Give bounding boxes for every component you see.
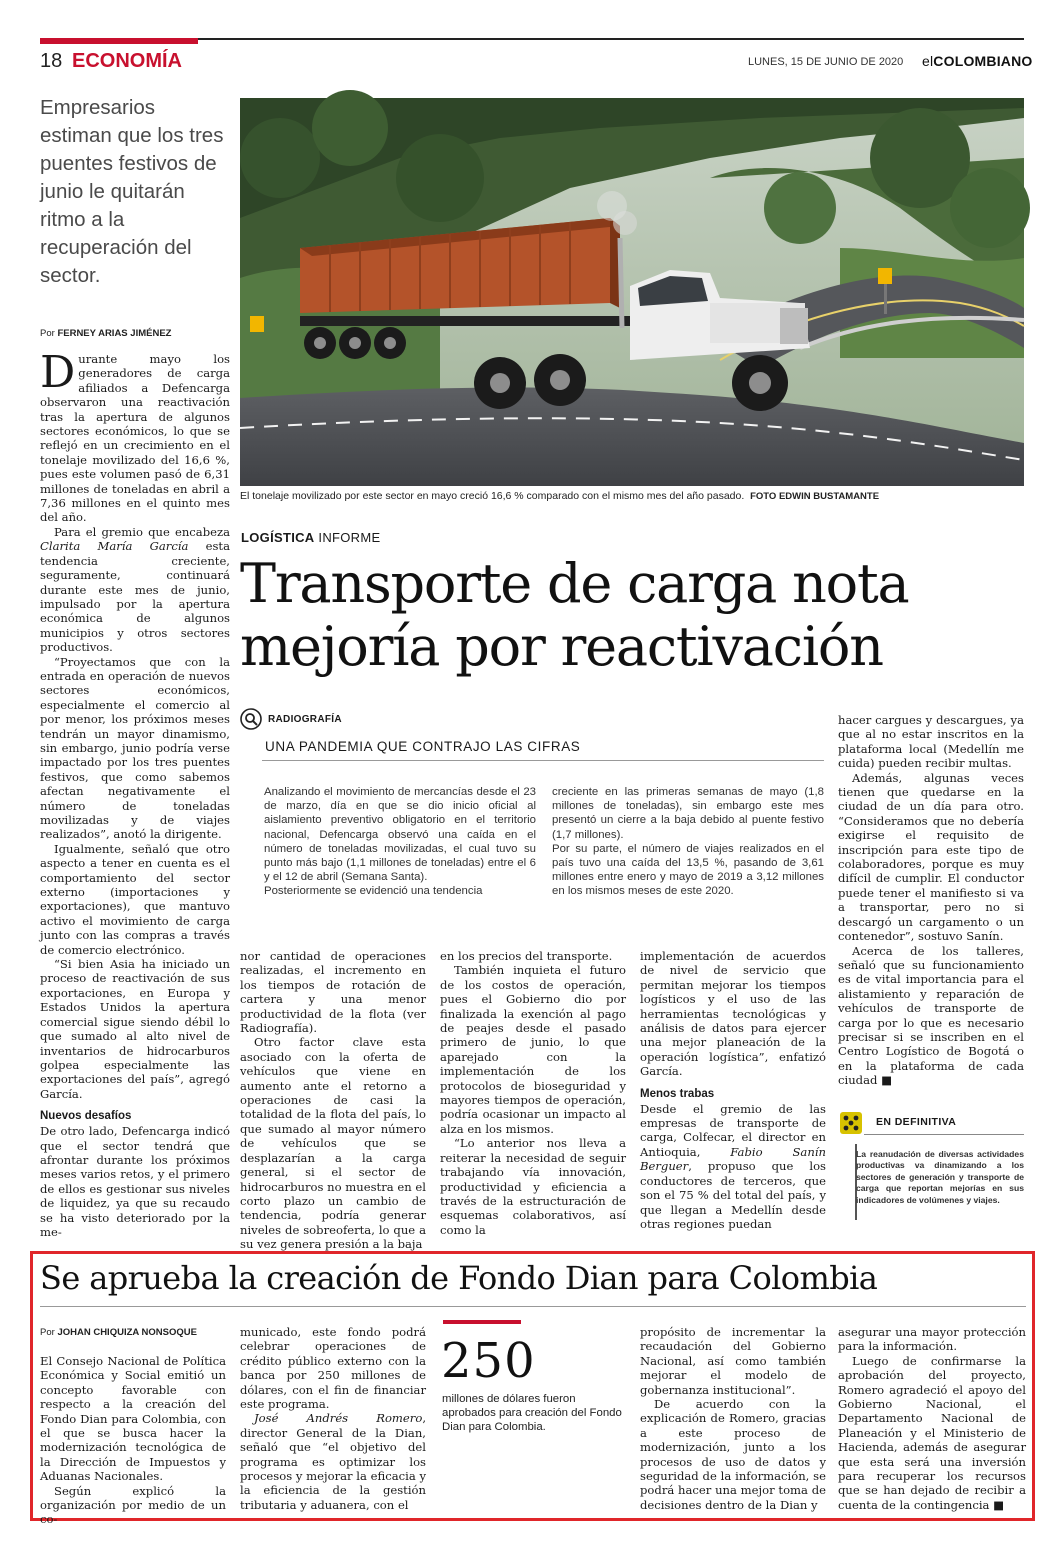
paragraph: Además, algunas veces tienen que quedarse en la ciudad de un día para otro. “Consideramos que no debería exigirse el requisito de inscripción para este tipo de colaboradores, porque es muy difícil de cumplir. El conductor puede tener el manifiesto si va a transportar, pero no si descargó un cargamento o un contenedor”, sostuvo Sanín.: [838, 770, 1024, 944]
kicker-type: INFORME: [318, 530, 381, 545]
truck-photo: [240, 98, 1024, 486]
newspaper-logo: [922, 53, 1033, 69]
end-mark: ■: [993, 1497, 1005, 1512]
subheading: Nuevos desafíos: [40, 1110, 132, 1123]
paragraph: “Proyectamos que con la entrada en operación de nuevos sectores económicos, especialmente el comercio al por menor, los próximos meses tendrán un mayor dinamismo, sin embargo, junio podría verse impactado por los tres puentes festivos, que como sabemos afectan negativamente el número de toneladas movilizadas y de viajes realizados”, anotó la dirigente.: [40, 654, 230, 842]
paragraph: [838, 1354, 1026, 1512]
radiografia-title: UNA PANDEMIA QUE CONTRAJO LAS CIFRAS: [265, 739, 581, 754]
radiografia-column-2: [552, 785, 824, 899]
paragraph: municado, este fondo podrá celebrar operaciones de crédito público externo con la banca por 250 millones de dólares, con el fin de financiar este programa.: [240, 1325, 426, 1412]
paragraph: [640, 1102, 826, 1232]
fondo-headline: Se aprueba la creación de Fondo Dian para Colombia: [40, 1259, 878, 1297]
definitiva-label: EN DEFINITIVA: [876, 1116, 957, 1128]
lead-summary: Empresarios estiman que los tres puentes festivos de junio le quitarán ritmo a la recuperación del sector.: [40, 96, 224, 287]
paragraph: implementación de acuerdos de nivel de servicio que permitan mejorar los tiempos logísticos y el uso de las herramientas tecnológicas y análisis de datos para ejercer una mejor planeación de la operación logística”, enfatizó García.: [640, 949, 826, 1079]
paragraph: Igualmente, señaló que otro aspecto a tener en cuenta es el comportamiento del sector externo (importaciones y exportaciones), que mantuvo activo el movimiento de carga junto con las compras a través de comercio electrónico.: [40, 841, 230, 957]
paragraph: Analizando el movimiento de mercancías desde el 23 de marzo, día en que se dio inicio oficial al aislamiento preventivo obligatorio en el territorio nacional, Defencarga observó una caída en el número de toneladas movilizadas, el cual tuvo su punto más bajo (1,1 millones de toneladas) entre el 6 y el 12 de abril (Semana Santa).: [264, 786, 536, 884]
radiografia-label: RADIOGRAFÍA: [268, 714, 342, 725]
truck-illustration: [240, 98, 1024, 486]
article-kicker: [241, 530, 380, 545]
paragraph: [40, 347, 230, 525]
kicker-section: LOGÍSTICA: [241, 530, 315, 545]
paragraph: De acuerdo con la explicación de Romero, gracias a este proceso de modernización, junto a los procesos de uso de datos y seguridad de la información, se podrá hacer una mejor toma de decisiones dentro de la Dian y: [640, 1397, 826, 1512]
paragraph-text: esta tendencia creciente, seguramente, continuará durante este mes de junio, impulsado por la apertura económica de algunos municipios y otros sectores productivos.: [40, 539, 230, 655]
paragraph: Posteriormente se evidenció una tendencia: [264, 885, 483, 898]
paragraph-text: Desde el gremio de las empresas de transporte de carga, Colfecar, el director en Antioquia,: [640, 1101, 826, 1159]
byline-author: JOHAN CHIQUIZA NONSOQUE: [57, 1327, 197, 1338]
logo-prefix: el: [922, 53, 934, 69]
fondo-column-1: [40, 1354, 226, 1527]
subheading: Menos trabas: [640, 1087, 715, 1100]
paragraph: hacer cargues y descargues, ya que al no estar inscritos en la plataforma local (Medellín me cuida) pueden recibir multas.: [838, 713, 1024, 771]
section-name: ECONOMÍA: [72, 50, 182, 72]
paragraph: De otro lado, Defencarga indicó que el sector tendrá que afrontar durante los próximos meses varios retos, y el primero de ellos es gestionar sus niveles de liquidez, ya que su recaudo se ha visto deteriorado por la me-: [40, 1124, 230, 1239]
article-headline: Transporte de carga nota mejoría por reactivación: [240, 552, 909, 678]
byline-prefix: Por: [40, 1327, 55, 1338]
photo-caption: [240, 490, 1030, 502]
section-accent-bar: [40, 38, 198, 44]
paragraph-text: Luego de confirmarse la aprobación del proyecto, Romero agradeció el apoyo del Gobierno Nacional, el Departamento Nacional de Planeación y el Ministerio de Hacienda, además de asegurar que esta será una inversión para recuperar los recursos que se han dejado de recibir a cuenta de la contingencia: [838, 1353, 1026, 1512]
paragraph: Según explicó la organización por medio de un co-: [40, 1483, 226, 1527]
end-mark: ■: [881, 1073, 893, 1088]
photo-credit: FOTO EDWIN BUSTAMANTE: [750, 491, 880, 502]
byline-author: FERNEY ARIAS JIMÉNEZ: [57, 328, 172, 339]
paragraph: [240, 1411, 426, 1512]
person-name: Fabio Sanín Berguer: [640, 1144, 826, 1174]
paragraph: “Lo anterior nos lleva a reiterar la necesidad de seguir trabajando vía innovación, productividad y eficiencia a través de la estructuración de esquemas colaborativos, así como la: [440, 1136, 626, 1237]
stat-accent-bar: [443, 1320, 521, 1324]
paragraph: [838, 944, 1024, 1088]
paragraph-text: Acerca de los talleres, señaló que su funcionamiento es de vital importancia para el alistamiento y reparación de vehículos de transporte de carga por lo que es necesario precisar si se inscriben en el Centro Logístico de Bogotá o en la plataforma de cada ciudad: [838, 943, 1024, 1088]
fondo-byline: [40, 1327, 197, 1338]
paragraph-text: urante mayo los generadores de carga afiliados a Defencarga observaron una reactivación tras la apertura de algunos sectores económicos, lo que se reflejó en un crecimiento en el tonelaje movilizado del 16,6 %, pues este volumen pasó de 6,31 millones de toneladas en abril a 7,36 millones en el quinto mes del año.: [40, 352, 230, 525]
paragraph: nor cantidad de operaciones realizadas, el incremento en los tiempos de rotación de cartera y una menor productividad de la flota (ver Radiografía).: [240, 949, 426, 1036]
fondo-column-5: [838, 1325, 1026, 1517]
paragraph: “Si bien Asia ha iniciado un proceso de reactivación de sus exportaciones, en Europa y Estados Unidos la apertura comercial sigue siendo débil lo que sumado al alto nivel de inventarios de hidrocarburos golpea especialmente las exportaciones del país”, agregó García.: [40, 957, 230, 1101]
fondo-rule: [40, 1306, 1026, 1307]
radiografia-rule: [262, 760, 824, 761]
definitiva-icon: [840, 1112, 862, 1134]
caption-text: El tonelaje movilizado por este sector en mayo creció 16,6 % comparado con el mismo mes del año pasado.: [240, 490, 745, 502]
page-number: 18: [40, 50, 63, 72]
paragraph: Por su parte, el número de viajes realizados en el país tuvo una caída del 13,5 %, pasando de 3,61 millones entre enero y mayo de 2019 a 3,12 millones en los mismos meses de este 2020.: [552, 842, 824, 898]
radiografia-column-1: [264, 785, 536, 899]
article-column-3: [440, 949, 626, 1237]
logo-name: COLOMBIANO: [933, 53, 1033, 69]
article-column-2: [240, 949, 426, 1252]
person-name: Clarita María García: [40, 539, 189, 554]
paragraph-text: , director General de la Dian, señaló que “el objetivo del programa es optimizar los procesos y mejorar la eficacia y la eficiencia de la gestión tributaria y aduanera, con el: [240, 1411, 426, 1512]
paragraph: creciente en las primeras semanas de mayo (1,8 millones de toneladas), sin embargo este mes presentó un cierre a la baja debido al puente festivo (1,7 millones).: [552, 786, 824, 841]
article-column-1: [40, 347, 230, 1239]
magnifier-icon: [240, 708, 262, 730]
paragraph: en los precios del transporte.: [440, 949, 613, 963]
paragraph-text: , propuso que los conductores de terceros, que son el 75 % del total del país, y que llegan a Medellín desde otras regiones puedan: [640, 1159, 826, 1231]
paragraph-text: Para el gremio que encabeza: [54, 524, 230, 539]
paragraph: [40, 525, 230, 655]
drop-cap: D: [40, 347, 76, 398]
paragraph: asegurar una mayor protección para la información.: [838, 1325, 1026, 1354]
paragraph: El Consejo Nacional de Política Económica y Social emitió un concepto favorable con respecto a la creación del Fondo Dian para Colombia, con el que se busca hacer la modernización tecnológica de la Dirección de Impuestos y Aduanas Nacionales.: [40, 1354, 226, 1484]
stat-caption: millones de dólares fueron aprobados para creación del Fondo Dian para Colombia.: [442, 1393, 622, 1434]
paragraph: Otro factor clave esta asociado con la oferta de vehículos que viene en aumento ante el retorno a operaciones de casi la totalidad de la flota del país, lo que sumado al mayor número de vehículos que se desplazarían a la carga general, si el sector de hidrocarburos no muestra en el corto plazo un cambio de tendencia, podría generar niveles de sobreoferta, lo que a su vez genera presión a la baja: [240, 1035, 426, 1252]
definitiva-rule: [864, 1134, 1024, 1135]
article-byline: [40, 328, 171, 339]
byline-prefix: Por: [40, 328, 55, 339]
fondo-column-2: [240, 1325, 426, 1517]
stat-number: 250: [441, 1333, 536, 1389]
article-column-5: [838, 713, 1024, 1093]
article-column-4: [640, 949, 826, 1231]
paragraph: También inquieta el futuro de los costos de operación, pues el Gobierno dio por finalizada la exención al pago de peajes desde el pasado primero de junio, lo que aparejado con la implementación de los protocolos de bioseguridad y mayores tiempos de operación, podría ocasionar un impacto al alza en los mismos.: [440, 963, 626, 1136]
fondo-column-4: [640, 1325, 826, 1517]
definitiva-text: La reanudación de diversas actividades productivas va dinamizando a los sectores de generación y transporte de carga que reportan mejorías en sus indicadores de volúmenes y viajes.: [856, 1149, 1024, 1205]
paragraph: propósito de incrementar la recaudación del Gobierno Nacional, así como también mejorar el modelo de gobernanza institucional”.: [640, 1325, 826, 1397]
issue-date: LUNES, 15 DE JUNIO DE 2020: [748, 56, 904, 68]
person-name: José Andrés Romero: [254, 1411, 423, 1426]
